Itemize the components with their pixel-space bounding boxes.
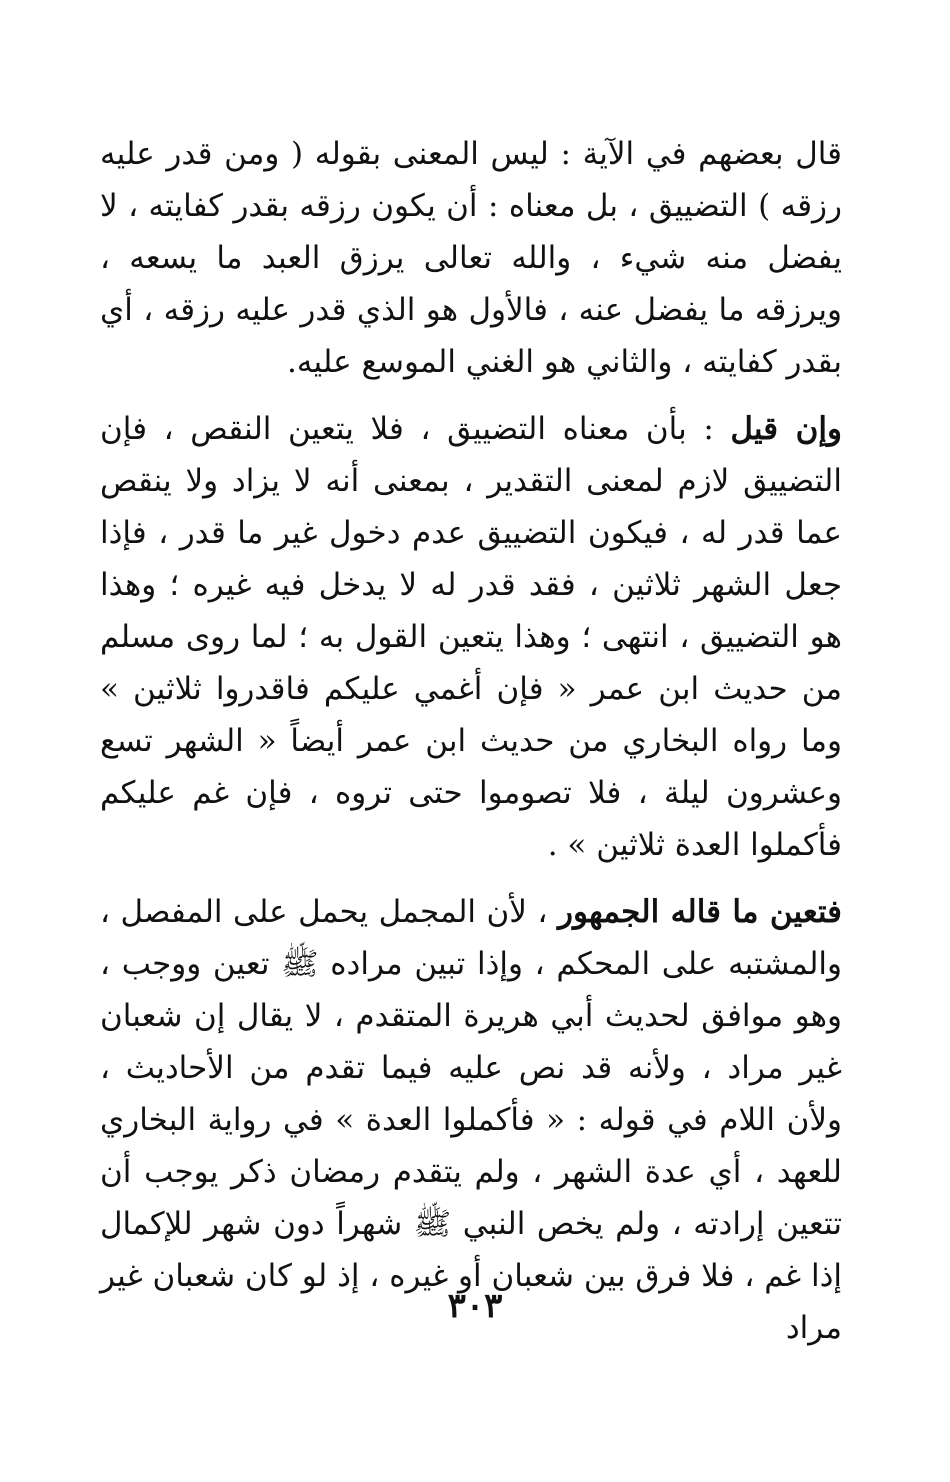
page-number: ٣٠٣ [447, 1286, 503, 1326]
paragraph-2-text: : بأن معناه التضييق ، فلا يتعين النقص ، فإن التضييق لازم لمعنى التقدير ، بمعنى أنه لا يزاد ولا ينقص عما قدر له ، فيكون التضييق عدم دخول غير ما قدر ، فإذا جعل الشهر ثلاثين ، فقد قدر له لا يدخل فيه غيره ؛ وهذا هو التضييق ، انتهى ؛ وهذا يتعين القول به ؛ لما روى مسلم من حديث ابن عمر « فإن أغمي عليكم فاقدروا ثلاثين » وما رواه البخاري من حديث ابن عمر أيضاً « الشهر تسع وعشرون ليلة ، فلا تصوموا حتى تروه ، فإن غم عليكم فأكملوا العدة ثلاثين » . [100, 411, 842, 863]
paragraph-1 [100, 128, 842, 388]
paragraph-3 [100, 886, 842, 1354]
paragraph-1-text: قال بعضهم في الآية : ليس المعنى بقوله ( ومن قدر عليه رزقه ) التضييق ، بل معناه : أن يكون رزقه بقدر كفايته ، لا يفضل منه شيء ، والله تعالى يرزق العبد ما يسعه ، ويرزقه ما يفضل عنه ، فالأول هو الذي قدر عليه رزقه ، أي بقدر كفايته ، والثاني هو الغني الموسع عليه. [100, 136, 842, 380]
text-body [100, 128, 842, 1354]
paragraph-2-lead: وإن قيل [730, 411, 842, 447]
paragraph-3-text: ، لأن المجمل يحمل على المفصل ، والمشتبه على المحكم ، وإذا تبين مراده ﷺ تعين ووجب ، وهو موافق لحديث أبي هريرة المتقدم ، لا يقال إن شعبان غير مراد ، ولأنه قد نص عليه فيما تقدم من الأحاديث ، ولأن اللام في قوله : « فأكملوا العدة » في رواية البخاري للعهد ، أي عدة الشهر ، ولم يتقدم رمضان ذكر يوجب أن تتعين إرادته ، ولم يخص النبي ﷺ شهراً دون شهر للإكمال إذا غم ، فلا فرق بين شعبان أو غيره ، إذ لو كان شعبان غير مراد [100, 894, 842, 1346]
paragraph-3-lead: فتعين ما قاله الجمهور [557, 894, 842, 930]
paragraph-2 [100, 403, 842, 871]
